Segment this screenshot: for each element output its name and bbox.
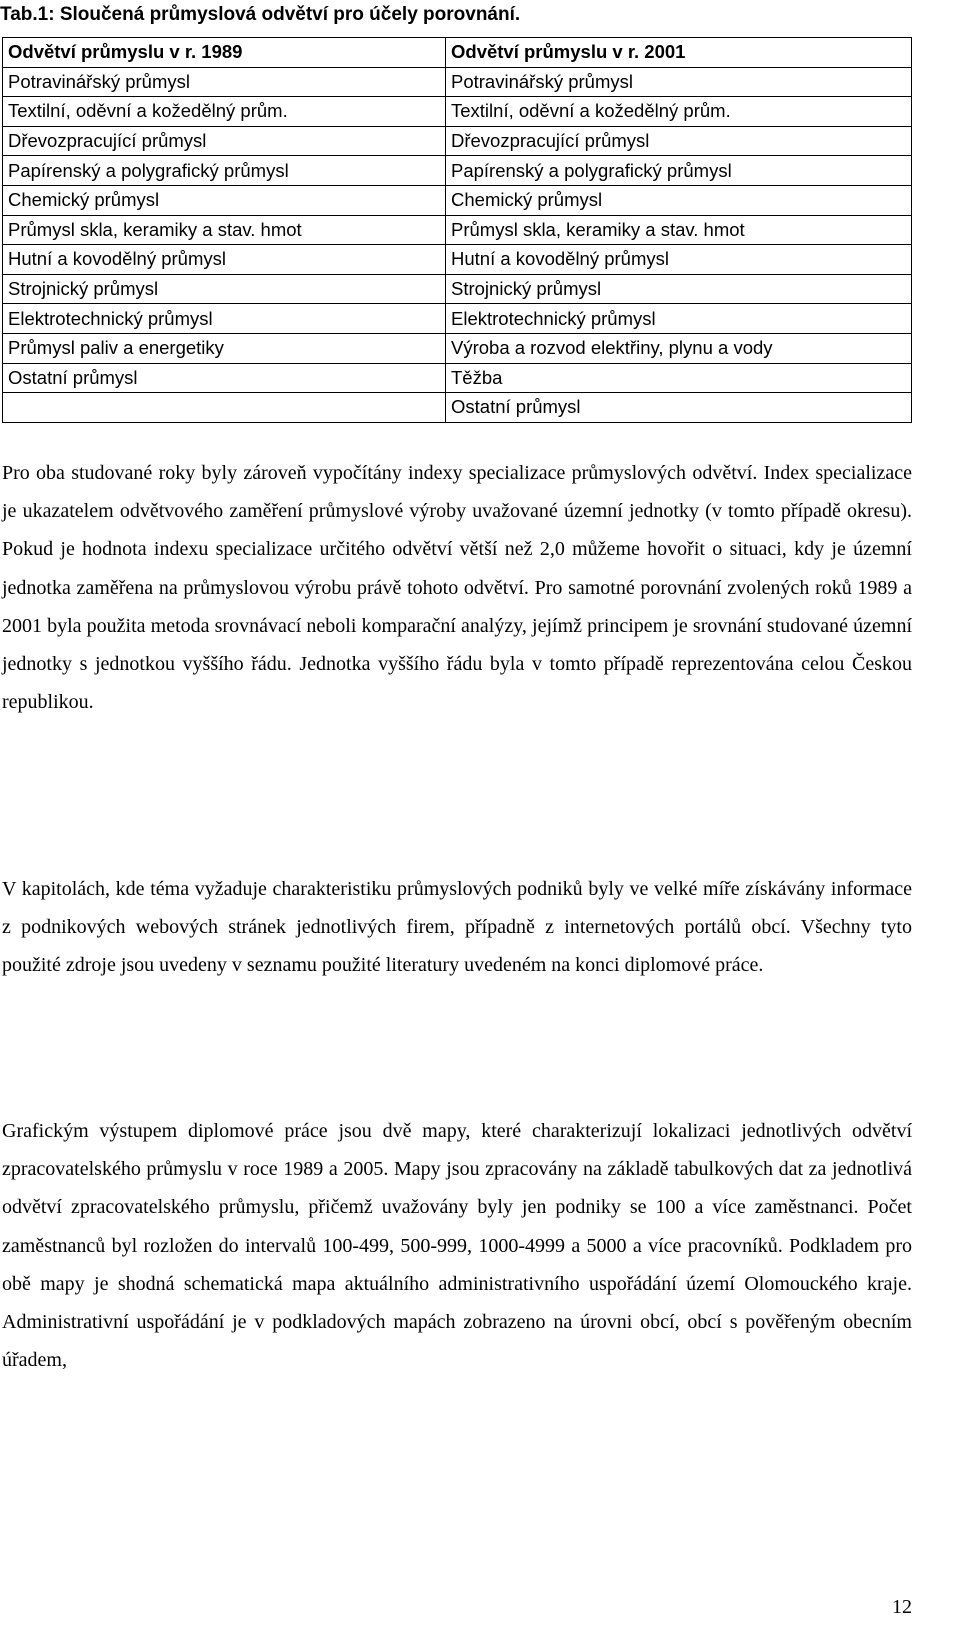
table-row <box>3 245 912 275</box>
cell-1989: Papírenský a polygrafický průmysl <box>3 156 446 186</box>
table-row <box>3 333 912 363</box>
paragraph-maps: Grafickým výstupem diplomové práce jsou dvě mapy, které charakterizují lokalizaci jednotlivých odvětví zpracovatelského průmyslu v roce 1989 a 2005. Mapy jsou zpracovány na základě tabulkových dat za jednotlivá odvětví zpracovatelského průmyslu, přičemž uvažovány byly jen podniky se 100 a více zaměstnanci. Počet zaměstnanců byl rozložen do intervalů 100-499, 500-999, 1000-4999 a 5000 a více pracovníků. Podkladem pro obě mapy je shodná schematická mapa aktuálního administrativního uspořádání území Olomouckého kraje. Administrativní uspořádání je v podkladových mapách zobrazeno na úrovni obcí, obcí s pověřeným obecním úřadem, <box>2 1120 912 1372</box>
paragraph-sources: V kapitolách, kde téma vyžaduje charakteristiku průmyslových podniků byly ve velké míře získávány informace z podnikových webových stránek jednotlivých firem, případně z internetových portálů obcí. Všechny tyto použité zdroje jsou uvedeny v seznamu použité literatury uvedeném na konci diplomové práce. <box>2 878 912 977</box>
industry-table <box>2 37 912 423</box>
table-row <box>3 67 912 97</box>
cell-2001: Textilní, oděvní a kožedělný prům. <box>446 97 912 127</box>
table-row <box>3 363 912 393</box>
cell-1989: Strojnický průmysl <box>3 274 446 304</box>
cell-1989: Dřevozpracující průmysl <box>3 126 446 156</box>
table-row <box>3 393 912 423</box>
cell-1989: Ostatní průmysl <box>3 363 446 393</box>
cell-1989: Elektrotechnický průmysl <box>3 304 446 334</box>
cell-1989 <box>3 393 446 423</box>
cell-1989: Potravinářský průmysl <box>3 67 446 97</box>
cell-2001: Papírenský a polygrafický průmysl <box>446 156 912 186</box>
cell-1989: Průmysl paliv a energetiky <box>3 333 446 363</box>
table-row <box>3 97 912 127</box>
table-row <box>3 126 912 156</box>
cell-2001: Hutní a kovodělný průmysl <box>446 245 912 275</box>
cell-2001: Dřevozpracující průmysl <box>446 126 912 156</box>
cell-2001: Chemický průmysl <box>446 185 912 215</box>
cell-2001: Elektrotechnický průmysl <box>446 304 912 334</box>
cell-2001: Ostatní průmysl <box>446 393 912 423</box>
table-caption: Tab.1: Sloučená průmyslová odvětví pro účely porovnání. <box>0 4 521 25</box>
cell-2001: Potravinářský průmysl <box>446 67 912 97</box>
page-number: 12 <box>892 1596 912 1618</box>
table-row <box>3 215 912 245</box>
header-1989: Odvětví průmyslu v r. 1989 <box>3 38 446 68</box>
cell-2001: Průmysl skla, keramiky a stav. hmot <box>446 215 912 245</box>
paragraph-specialization-index: Pro oba studované roky byly zároveň vypočítány indexy specializace průmyslových odvětví. Index specializace je ukazatelem odvětvového zaměření průmyslové výroby uvažované územní jednotky (v tomto případě okresu). Pokud je hodnota indexu specializace určitého odvětví větší než 2,0 můžeme hovořit o situaci, kdy je územní jednotka zaměřena na průmyslovou výrobu právě tohoto odvětví. Pro samotné porovnání zvolených roků 1989 a 2001 byla použita metoda srovnávací neboli komparační analýzy, jejímž principem je srovnání studované územní jednotky s jednotkou vyššího řádu. Jednotka vyššího řádu byla v tomto případě reprezentována celou Českou republikou. <box>2 462 912 714</box>
cell-1989: Průmysl skla, keramiky a stav. hmot <box>3 215 446 245</box>
cell-1989: Textilní, oděvní a kožedělný prům. <box>3 97 446 127</box>
cell-1989: Hutní a kovodělný průmysl <box>3 245 446 275</box>
table-row <box>3 185 912 215</box>
table-row <box>3 156 912 186</box>
table-row <box>3 274 912 304</box>
cell-2001: Strojnický průmysl <box>446 274 912 304</box>
cell-2001: Těžba <box>446 363 912 393</box>
table-header-row <box>3 38 912 68</box>
header-2001: Odvětví průmyslu v r. 2001 <box>446 38 912 68</box>
cell-2001: Výroba a rozvod elektřiny, plynu a vody <box>446 333 912 363</box>
table-row <box>3 304 912 334</box>
cell-1989: Chemický průmysl <box>3 185 446 215</box>
